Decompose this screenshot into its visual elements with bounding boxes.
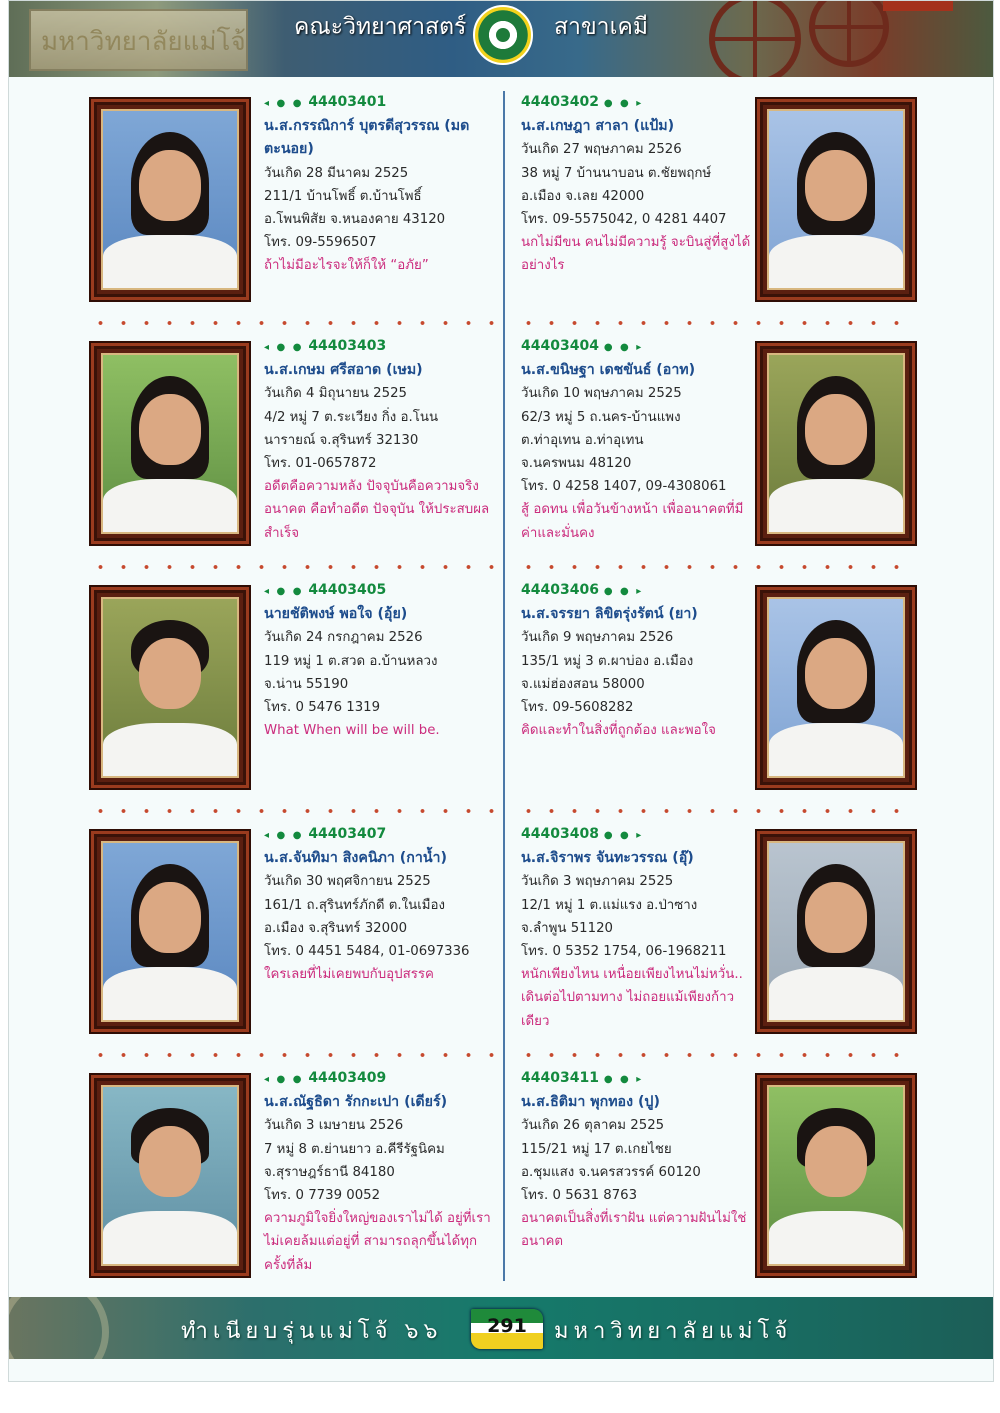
- left-arrow-icon: ◂ ● ●: [264, 98, 304, 109]
- address-line: 115/21 หมู่ 17 ต.เกยไชย: [521, 1141, 672, 1157]
- student-id-row: [264, 1067, 496, 1091]
- student-name: น.ส.เกษฎา สาลา (แป้ม): [521, 118, 675, 135]
- student-photo: [89, 585, 251, 790]
- birth-date: วันเกิด 28 มีนาคม 2525: [264, 165, 409, 181]
- phone: โทร. 0 5631 8763: [521, 1188, 638, 1204]
- university-seal-icon: [473, 5, 533, 65]
- row-separator: [517, 809, 917, 813]
- cart-wheel-decoration: [9, 1297, 109, 1359]
- student-id: 44403403: [308, 338, 387, 354]
- motto: คิดและทำในสิ่งที่ถูกต้อง และพอใจ: [521, 723, 716, 739]
- student-name: น.ส.ขนิษฐา เดชขันธ์ (อาท): [521, 362, 696, 379]
- university-name: มหาวิทยาลัยแม่โจ้: [554, 1319, 793, 1344]
- address-line: 119 หมู่ 1 ต.สวด อ.บ้านหลวง: [264, 653, 438, 669]
- address-line: 4/2 หมู่ 7 ต.ระเวียง กิ่ง อ.โนน: [264, 409, 439, 425]
- motto: What When will be will be.: [264, 723, 440, 739]
- motto: ความภูมิใจยิ่งใหญ่ของเราไม่ได้ อยู่ที่เราไม่เคยล้มแต่อยู่ที่ สามารถลุกขึ้นได้ทุกครั้งที่ล้ม: [264, 1211, 491, 1273]
- row-separator: [89, 321, 494, 325]
- birth-date: วันเกิด 3 เมษายน 2526: [264, 1118, 404, 1134]
- student-id: 44403401: [308, 94, 387, 110]
- address-line: 161/1 ถ.สุรินทร์ภักดี ต.ในเมือง: [264, 897, 445, 913]
- student-name: น.ส.กรรณิการ์ บุตรดีสุวรรณ (มดตะนอย): [264, 118, 470, 158]
- student-id-row: [264, 335, 496, 359]
- phone: โทร. 0 4451 5484, 01-0697336: [264, 944, 470, 960]
- student-entry: [264, 823, 496, 986]
- birth-date: วันเกิด 9 พฤษภาคม 2526: [521, 630, 674, 646]
- student-entry: [521, 1067, 753, 1254]
- page-footer: [9, 1297, 993, 1359]
- student-entry: [264, 91, 496, 278]
- motto: ใครเลยที่ไม่เคยพบกับอุปสรรค: [264, 967, 434, 983]
- column-divider: [503, 91, 505, 1281]
- faculty-title: คณะวิทยาศาสตร์: [294, 14, 467, 40]
- student-entry: [521, 579, 753, 742]
- address-line: 12/1 หมู่ 1 ต.แม่แรง อ.ป่าซาง: [521, 897, 698, 913]
- address-line: 211/1 บ้านโพธิ์ ต.บ้านโพธิ์: [264, 188, 422, 204]
- student-id: 44403408: [521, 826, 599, 842]
- motto: สู้ อดทน เพื่อวันข้างหน้า เพื่ออนาคตที่มีค่าและมั่นคง: [521, 502, 744, 541]
- student-id: 44403402: [521, 94, 599, 110]
- page-header: [9, 1, 993, 77]
- motto: อดีตคือความหลัง ปัจจุบันคือความจริง อนาคต คือทำอดีต ปัจจุบัน ให้ประสบผลสำเร็จ: [264, 479, 490, 541]
- right-arrow-icon: ● ● ▸: [603, 1074, 644, 1085]
- student-name: น.ส.จรรยา ลิขิตรุ่งรัตน์ (ยา): [521, 606, 698, 623]
- birth-date: วันเกิด 24 กรกฎาคม 2526: [264, 630, 423, 646]
- address-line: จ.น่าน 55190: [264, 676, 349, 692]
- student-id-row: [521, 579, 753, 603]
- left-arrow-icon: ◂ ● ●: [264, 342, 304, 353]
- motto: ถ้าไม่มีอะไรจะให้ก็ให้ “อภัย”: [264, 258, 429, 274]
- student-id-row: [521, 823, 753, 847]
- student-id: 44403409: [308, 1070, 387, 1086]
- address-line: ต.ท่าอุเทน อ.ท่าอุเทน: [521, 432, 644, 448]
- cart-wheel-decoration: [809, 1, 889, 67]
- student-entry: [264, 1067, 496, 1277]
- page-number: 291: [487, 1315, 527, 1337]
- cart-wheel-decoration: [709, 1, 801, 77]
- birth-date: วันเกิด 27 พฤษภาคม 2526: [521, 142, 682, 158]
- birth-date: วันเกิด 3 พฤษภาคม 2525: [521, 874, 674, 890]
- phone: โทร. 09-5608282: [521, 700, 634, 716]
- address-line: 135/1 หมู่ 3 ต.ผาบ่อง อ.เมือง: [521, 653, 694, 669]
- address-line: นารายณ์ จ.สุรินทร์ 32130: [264, 432, 419, 448]
- birth-date: วันเกิด 30 พฤศจิกายน 2525: [264, 874, 431, 890]
- student-photo: [755, 341, 917, 546]
- motto: นกไม่มีขน คนไม่มีความรู้ จะบินสู่ที่สูงได้อย่างไร: [521, 235, 751, 274]
- address-line: จ.สุราษฎร์ธานี 84180: [264, 1164, 395, 1180]
- phone: โทร. 01-0657872: [264, 456, 377, 472]
- student-name: นายชัติพงษ์ พอใจ (อุ้ย): [264, 606, 408, 623]
- right-arrow-icon: ● ● ▸: [603, 830, 644, 841]
- phone: โทร. 0 5352 1754, 06-1968211: [521, 944, 727, 960]
- student-entry: [521, 335, 753, 545]
- address-line: 7 หมู่ 8 ต.ย่านยาว อ.คีรีรัฐนิคม: [264, 1141, 445, 1157]
- row-separator: [89, 1053, 494, 1057]
- address-line: อ.โพนพิสัย จ.หนองคาย 43120: [264, 212, 446, 228]
- student-id-row: [521, 91, 753, 115]
- student-photo: [89, 1073, 251, 1278]
- yearbook-title: ทำเนียบรุ่นแม่โจ้ ๖๖: [181, 1319, 443, 1344]
- student-photo: [89, 97, 251, 302]
- right-arrow-icon: ● ● ▸: [603, 342, 644, 353]
- birth-date: วันเกิด 4 มิถุนายน 2525: [264, 386, 408, 402]
- phone: โทร. 0 5476 1319: [264, 700, 381, 716]
- phone: โทร. 09-5596507: [264, 235, 377, 251]
- row-separator: [517, 321, 917, 325]
- student-name: น.ส.ณัฐธิดา รักกะเปา (เดียร์): [264, 1094, 448, 1111]
- major-title: สาขาเคมี: [554, 14, 648, 40]
- student-id-row: [521, 335, 753, 359]
- student-name: น.ส.จันทิมา สิงคนิภา (กานํ้า): [264, 850, 447, 867]
- student-id: 44403407: [308, 826, 387, 842]
- phone: โทร. 09-5575042, 0 4281 4407: [521, 212, 727, 228]
- phone: โทร. 0 7739 0052: [264, 1188, 381, 1204]
- student-id-row: [264, 823, 496, 847]
- row-separator: [517, 565, 917, 569]
- student-entry: [264, 579, 496, 742]
- row-separator: [89, 565, 494, 569]
- address-line: อ.ชุมแสง จ.นครสวรรค์ 60120: [521, 1164, 701, 1180]
- student-id: 44403405: [308, 582, 387, 598]
- student-id-row: [521, 1067, 753, 1091]
- address-line: จ.นครพนม 48120: [521, 456, 632, 472]
- yearbook-page: [8, 0, 994, 1382]
- address-line: จ.ลำพูน 51120: [521, 920, 614, 936]
- birth-date: วันเกิด 10 พฤษภาคม 2525: [521, 386, 682, 402]
- birth-date: วันเกิด 26 ตุลาคม 2525: [521, 1118, 665, 1134]
- student-entry: [521, 823, 753, 1033]
- left-arrow-icon: ◂ ● ●: [264, 586, 304, 597]
- student-id-row: [264, 91, 496, 115]
- student-photo: [755, 585, 917, 790]
- student-id: 44403406: [521, 582, 599, 598]
- student-entry: [264, 335, 496, 545]
- address-line: อ.เมือง จ.เลย 42000: [521, 188, 645, 204]
- student-name: น.ส.ธิติมา พุกทอง (ปู): [521, 1094, 660, 1111]
- left-arrow-icon: ◂ ● ●: [264, 1074, 304, 1085]
- address-line: จ.แม่ฮ่องสอน 58000: [521, 676, 645, 692]
- student-id: 44403404: [521, 338, 599, 354]
- row-separator: [517, 1053, 917, 1057]
- student-photo: [755, 829, 917, 1034]
- student-photo: [89, 829, 251, 1034]
- student-id: 44403411: [521, 1070, 599, 1086]
- right-arrow-icon: ● ● ▸: [603, 586, 644, 597]
- phone: โทร. 0 4258 1407, 09-4308061: [521, 479, 727, 495]
- student-name: น.ส.จิราพร จันทะวรรณ (อุ๊): [521, 850, 694, 867]
- red-sign-decoration: [883, 1, 953, 11]
- university-sign-text: มหาวิทยาลัยแม่โจ้: [41, 27, 246, 57]
- student-photo: [755, 97, 917, 302]
- student-photo: [755, 1073, 917, 1278]
- motto: หนักเพียงไหน เหนื่อยเพียงไหนไม่หวั่น.. เดินต่อไปตามทาง ไม่ถอยแม้เพียงก้าวเดียว: [521, 967, 743, 1029]
- address-line: อ.เมือง จ.สุรินทร์ 32000: [264, 920, 408, 936]
- left-arrow-icon: ◂ ● ●: [264, 830, 304, 841]
- student-entry: [521, 91, 753, 278]
- student-name: น.ส.เกษม ศรีสอาด (เษม): [264, 362, 423, 379]
- address-line: 62/3 หมู่ 5 ถ.นคร-บ้านแพง: [521, 409, 681, 425]
- student-id-row: [264, 579, 496, 603]
- address-line: 38 หมู่ 7 บ้านนาบอน ต.ชัยพฤกษ์: [521, 165, 712, 181]
- university-sign: [29, 9, 248, 71]
- right-arrow-icon: ● ● ▸: [603, 98, 644, 109]
- row-separator: [89, 809, 494, 813]
- motto: อนาคตเป็นสิ่งที่เราฝัน แต่ความฝันไม่ใช่อนาคต: [521, 1211, 747, 1250]
- student-photo: [89, 341, 251, 546]
